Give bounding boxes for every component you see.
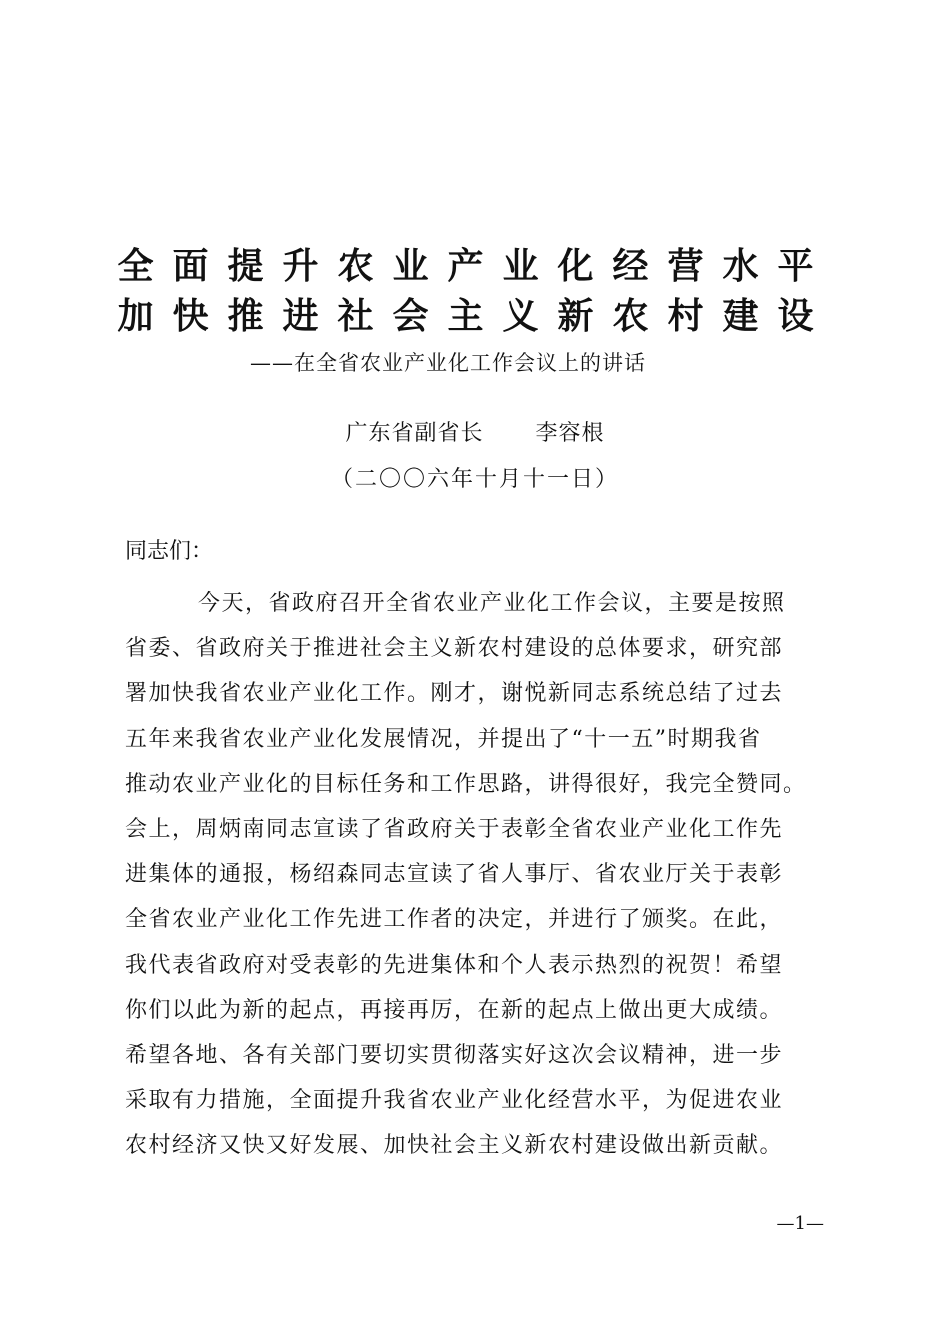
body-line: 希望各地、各有关部门要切实贯彻落实好这次会议精神，进一步 (125, 1042, 784, 1068)
salutation: 同志们： (125, 539, 214, 564)
body-line: 五年来我省农业产业化发展情况，并提出了“十一五”时期我省 (125, 726, 762, 752)
body-line: 我代表省政府对受表彰的先进集体和个人表示热烈的祝贺！希望 (125, 952, 784, 978)
speaker-position: 广东省副省长 (345, 421, 484, 446)
body-line: 今天，省政府召开全省农业产业化工作会议，主要是按照 (198, 591, 786, 616)
page-number: —1— (776, 1213, 824, 1234)
body-line: 推动农业产业化的目标任务和工作思路，讲得很好，我完全赞同。 (125, 771, 807, 797)
body-line: 进集体的通报，杨绍森同志宣读了省人事厅、省农业厅关于表彰 (125, 862, 784, 888)
title-line-2: 加快推进社会主义新农村建设 (117, 296, 833, 337)
author-line (0, 418, 950, 450)
subtitle: ——在全省农业产业化工作会议上的讲话 (250, 351, 646, 375)
speaker-name: 李容根 (535, 421, 605, 446)
body-line: 你们以此为新的起点，再接再厉，在新的起点上做出更大成绩。 (125, 997, 784, 1023)
body-line: 采取有力措施，全面提升我省农业产业化经营水平，为促进农业 (125, 1088, 784, 1114)
body-text (125, 581, 845, 1168)
title-line-1: 全面提升农业产业化经营水平 (117, 246, 833, 287)
body-line: 省委、省政府关于推进社会主义新农村建设的总体要求，研究部 (125, 636, 784, 662)
body-line: 农村经济又快又好发展、加快社会主义新农村建设做出新贡献。 (125, 1133, 784, 1159)
body-line: 署加快我省农业产业化工作。刚才，谢悦新同志系统总结了过去 (125, 681, 784, 707)
body-line: 全省农业产业化工作先进工作者的决定，并进行了颁奖。在此， (125, 907, 784, 933)
speech-date: （二〇〇六年十月十一日） (330, 467, 619, 492)
body-line: 会上，周炳南同志宣读了省政府关于表彰全省农业产业化工作先 (125, 816, 784, 842)
